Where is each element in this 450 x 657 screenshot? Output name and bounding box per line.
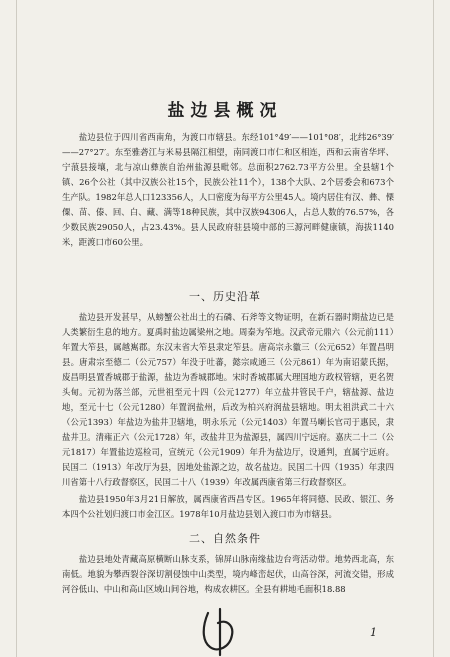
page-number: 1 [370, 626, 377, 639]
history-paragraph-2: 盐边县1950年3月21日解放，属西康省西昌专区。1965年将同德、民政、银江、务本四个公社划归渡口市金江区。1978年10月盐边县划入渡口市为市辖县。 [62, 494, 394, 519]
handwritten-mark [198, 607, 240, 657]
section-heading-history: 一、历史沿革 [189, 290, 261, 303]
section-heading-nature: 二、自然条件 [189, 532, 261, 545]
page-title: 盐边县概况 [167, 101, 283, 121]
nature-paragraph-1: 盐边县地处青藏高原横断山脉支系，锦屏山脉南缘盐边台弯活动带。地势西北高，东南低。地貌为攀西裂谷深切割侵蚀中山类型，境内峰峦起伏，山高谷深，河流交错，形成河谷低山、中山和高山区域山间谷地，构成农耕区。全县有耕地毛面积18.88 [62, 554, 394, 594]
intro-paragraph: 盐边县位于四川省西南角，为渡口市辖县。东经101°49′——101°08′，北纬26°39′——27°27′。东至雅砻江与米易县隔江相望，南同渡口市仁和区相连，西和云南省华坪、宁蒗县接壤，北与凉山彝族自治州盐源县毗邻。总面积2762.73平方公里。全县辖1个镇、26个公社（其中汉族公社15个，民族公社11个），138个大队、2个居委会和673个生产队。1982年总人口123356人，人口密度为每平方公里45人。境内居住有汉、彝、傈僳、苗、傣、回、白、藏、满等18种民族，其中汉族94306人，占总人数的76.57%，各少数民族29050人，占23.43%。县人民政府驻县境中部的三源河畔健康镇，海拔1140米，距渡口市60公里。 [62, 132, 394, 247]
history-paragraph-1: 盐边县开发甚早，从螃蟹公社出土的石磷、石斧等文物证明，在新石器时期盐边已是人类繁衍生息的地方。夏禹时盐边属梁州之地。周秦为笮地。汉武帝元鼎六（公元前111）年置大笮县，属越嶲郡。东汉末省大笮县隶定笮县。唐高宗永徽三（公元652）年置昌明县。唐肃宗至德二（公元757）年没于吐蕃，懿宗咸通三（公元861）年为南诏蒙氏据，废昌明县置香城郡于盐源，盐边为香城郡地。宋时香城郡属大理国地方政权管辖，更名贺头甸。元初为落兰部，元世祖至元十四（公元1277）年立盐井管民千户，辖盐源、盐边地，至元十七（公元1280）年置润盐州，后改为柏兴府润盐县辖地。明太祖洪武二十六（公元1393）年盐边为盐井卫辖地，明永乐元（公元1403）年置马喇长官司于惠民，隶盐井卫。清雍正六（公元1728）年，改盐井卫为盐源县，属四川宁远府。嘉庆二十二（公元1817）年置盐边巡检司，宣统元（公元1909）年升为盐边厅，设通判，直属宁远府。民国二（1913）年改厅为县，因地处盐源之边，故名盐边。民国二十四（1935）年隶四川省第十八行政督察区，民国二十八（1939）年改属西康省第三行政督察区。 [62, 312, 394, 487]
